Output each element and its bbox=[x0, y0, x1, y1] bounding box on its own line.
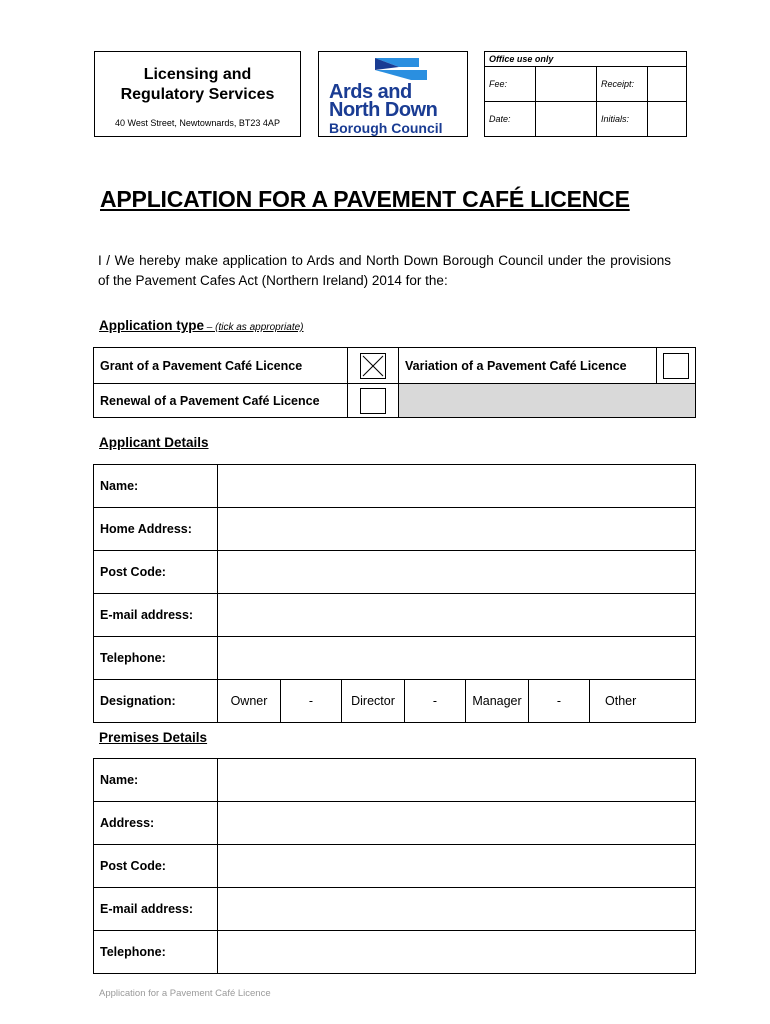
applicant-telephone-field[interactable] bbox=[218, 637, 696, 680]
table-row bbox=[94, 680, 696, 723]
premises-postcode-field[interactable] bbox=[218, 845, 696, 888]
receipt-field[interactable] bbox=[648, 67, 687, 102]
designation-owner[interactable]: Owner bbox=[218, 680, 281, 723]
designation-other[interactable]: Other bbox=[590, 680, 696, 723]
table-row bbox=[94, 845, 696, 888]
table-row bbox=[94, 594, 696, 637]
applicant-name-label: Name: bbox=[94, 465, 218, 508]
logo-line-2: North Down bbox=[329, 99, 438, 121]
premises-name-field[interactable] bbox=[218, 759, 696, 802]
grant-checkbox[interactable] bbox=[360, 353, 386, 379]
initials-label: Initials: bbox=[597, 102, 648, 137]
applicant-details-table bbox=[93, 464, 696, 723]
designation-director[interactable]: Director bbox=[342, 680, 405, 723]
table-row bbox=[94, 637, 696, 680]
designation-separator: - bbox=[529, 680, 590, 723]
applicant-email-field[interactable] bbox=[218, 594, 696, 637]
table-row bbox=[94, 802, 696, 845]
applicant-details-heading: Applicant Details bbox=[99, 435, 209, 450]
grant-option-label: Grant of a Pavement Café Licence bbox=[94, 348, 348, 384]
grant-option-cell bbox=[348, 348, 399, 384]
premises-address-label: Address: bbox=[94, 802, 218, 845]
designation-manager[interactable]: Manager bbox=[466, 680, 529, 723]
premises-postcode-label: Post Code: bbox=[94, 845, 218, 888]
table-row bbox=[94, 759, 696, 802]
fee-label: Fee: bbox=[485, 67, 536, 102]
logo-line-1: Ards and bbox=[329, 81, 412, 103]
designation-label: Designation: bbox=[94, 680, 218, 723]
intro-text: I / We hereby make application to Ards and North Down Borough Council under the provisions of the Pavement Cafes Act (Northern Ireland) 2014 for the: bbox=[98, 253, 671, 288]
table-row bbox=[94, 551, 696, 594]
date-label: Date: bbox=[485, 102, 536, 137]
variation-option-label: Variation of a Pavement Café Licence bbox=[399, 348, 657, 384]
applicant-email-label: E-mail address: bbox=[94, 594, 218, 637]
table-row bbox=[94, 931, 696, 974]
logo-line-3: Borough Council bbox=[329, 120, 443, 136]
premises-telephone-label: Telephone: bbox=[94, 931, 218, 974]
department-title: Licensing and Regulatory Services bbox=[120, 66, 275, 103]
department-box bbox=[94, 51, 301, 137]
application-type-table bbox=[93, 347, 696, 418]
renewal-checkbox[interactable] bbox=[360, 388, 386, 414]
premises-telephone-field[interactable] bbox=[218, 931, 696, 974]
page-title: APPLICATION FOR A PAVEMENT CAFÉ LICENCE bbox=[100, 186, 630, 212]
applicant-postcode-label: Post Code: bbox=[94, 551, 218, 594]
variation-checkbox[interactable] bbox=[663, 353, 689, 379]
checkmark-x-icon bbox=[361, 354, 385, 378]
applicant-address-label: Home Address: bbox=[94, 508, 218, 551]
department-address: 40 West Street, Newtownards, BT23 4AP bbox=[115, 118, 280, 128]
application-type-heading: Application type – (tick as appropriate) bbox=[99, 318, 304, 333]
renewal-option-cell bbox=[348, 384, 399, 418]
variation-option-cell bbox=[657, 348, 696, 384]
designation-separator: - bbox=[281, 680, 342, 723]
council-logo bbox=[318, 51, 468, 137]
applicant-name-field[interactable] bbox=[218, 465, 696, 508]
initials-field[interactable] bbox=[648, 102, 687, 137]
table-row bbox=[94, 465, 696, 508]
table-row bbox=[94, 888, 696, 931]
premises-email-label: E-mail address: bbox=[94, 888, 218, 931]
premises-name-label: Name: bbox=[94, 759, 218, 802]
page-footer: Application for a Pavement Café Licence bbox=[99, 988, 271, 999]
receipt-label: Receipt: bbox=[597, 67, 648, 102]
renewal-option-label: Renewal of a Pavement Café Licence bbox=[94, 384, 348, 418]
fee-field[interactable] bbox=[536, 67, 597, 102]
applicant-telephone-label: Telephone: bbox=[94, 637, 218, 680]
date-field[interactable] bbox=[536, 102, 597, 137]
premises-email-field[interactable] bbox=[218, 888, 696, 931]
application-type-hint: – (tick as appropriate) bbox=[204, 322, 304, 333]
applicant-address-field[interactable] bbox=[218, 508, 696, 551]
applicant-postcode-field[interactable] bbox=[218, 551, 696, 594]
designation-separator: - bbox=[405, 680, 466, 723]
office-use-table bbox=[484, 51, 687, 137]
premises-address-field[interactable] bbox=[218, 802, 696, 845]
logo-flag-icon bbox=[369, 56, 429, 84]
table-row bbox=[94, 508, 696, 551]
shaded-empty-cell bbox=[399, 384, 696, 418]
premises-details-table bbox=[93, 758, 696, 974]
office-use-heading: Office use only bbox=[485, 52, 687, 67]
premises-details-heading: Premises Details bbox=[99, 730, 208, 745]
